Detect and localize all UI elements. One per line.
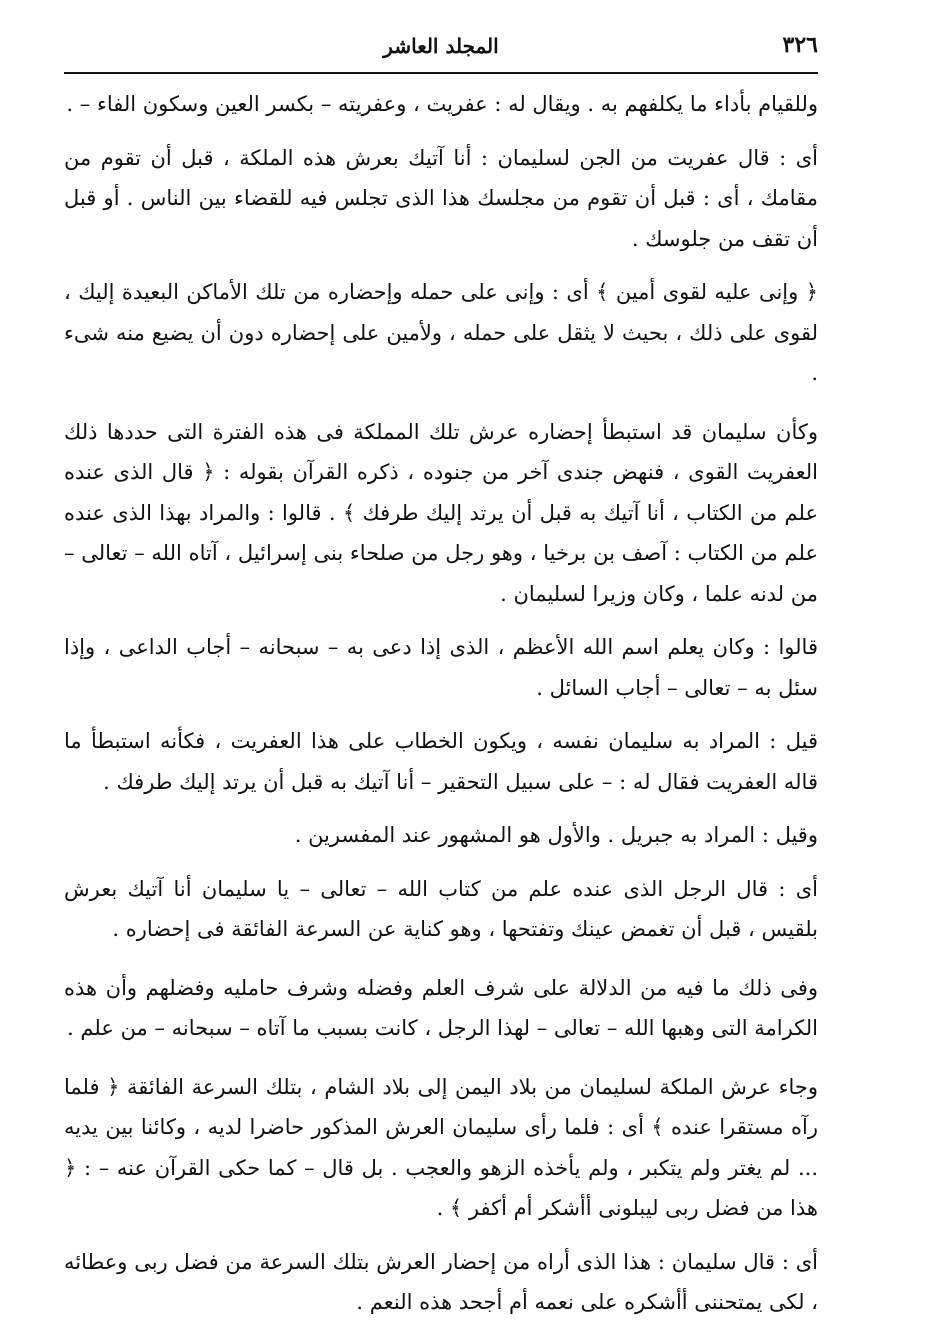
paragraph: وقيل : المراد به جبريل . والأول هو المشهور عند المفسرين .: [294, 823, 818, 847]
page-header: [64, 28, 818, 74]
paragraph: وللقيام بأداء ما يكلفهم به . ويقال له : عفريت ، وعفريته – بكسر العين وسكون الفاء – .: [66, 92, 818, 116]
paragraph: ﴿ وإنى عليه لقوى أمين ﴾ أى : وإنى على حمله وإحضاره من تلك الأماكن البعيدة إليك ، لقوى على ذلك ، بحيث لا يثقل على حمله ، ولأمين على إحضاره دون أن يضيع منه شىء .: [64, 280, 818, 385]
paragraph: قالوا : وكان يعلم اسم الله الأعظم ، الذى إذا دعى به – سبحانه – أجاب الداعى ، وإذا سئل به – تعالى – أجاب السائل .: [64, 635, 818, 700]
paragraph: أى : قال عفريت من الجن لسليمان : أنا آتيك بعرش هذه الملكة ، قبل أن تقوم من مقامك ، أى : قبل أن تقوم من مجلسك هذا الذى تجلس فيه للقضاء بين الناس . أو قبل أن تقف من جلوسك .: [64, 145, 818, 251]
paragraph: أى : قال سليمان : هذا الذى أراه من إحضار العرش بتلك السرعة من فضل ربى وعطائه ، لكى يمتحننى أأشكره على نعمه أم أجحد هذه النعم .: [64, 1249, 818, 1314]
paragraph: قيل : المراد به سليمان نفسه ، ويكون الخطاب على هذا العفريت ، فكأنه استبطأ ما قاله العفريت فقال له : – على سبيل التحقير – أنا آتيك به قبل أن يرتد إليك طرفك .: [64, 729, 818, 794]
paragraph: وجاء عرش الملكة لسليمان من بلاد اليمن إلى بلاد الشام ، بتلك السرعة الفائقة ﴿ فلما رآه مستقرا عنده ﴾ أى : فلما رأى سليمان العرش المذكور حاضرا لديه ، وكائنا بين يديه ... لم يغتر ولم يتكبر ، ولم يأخذه الزهو والعجب . بل قال – كما حكى القرآن عنه – : ﴿ هذا من فضل ربى ليبلونى أأشكر أم أكفر ﴾ .: [64, 1074, 818, 1220]
paragraph: وفى ذلك ما فيه من الدلالة على شرف العلم وفضله وشرف حامليه وفضلهم وأن هذه الكرامة التى وهبها الله – تعالى – لهذا الرجل ، كانت بسبب ما آتاه – سبحانه – من علم .: [64, 975, 818, 1040]
paragraph: وكأن سليمان قد استبطأ إحضاره عرش تلك المملكة فى هذه الفترة التى حددها ذلك العفريت القوى ، فنهض جندى آخر من جنوده ، ذكره القرآن بقوله : ﴿ قال الذى عنده علم من الكتاب ، أنا آتيك به قبل أن يرتد إليك طرفك ﴾ . قالوا : والمراد بهذا الذى عنده علم من الكتاب : آصف بن برخيا ، وهو رجل من صلحاء بنى إسرائيل ، آتاه الله – تعالى – من لدنه علما ، وكان وزيرا لسليمان .: [64, 419, 818, 606]
page-number: ٣٢٦: [782, 32, 818, 58]
paragraph: أى : قال الرجل الذى عنده علم من كتاب الله – تعالى – يا سليمان أنا آتيك بعرش بلقيس ، قبل أن تغمض عينك وتفتحها ، وهو كناية عن السرعة الفائقة فى إحضاره .: [64, 876, 818, 941]
running-title: المجلد العاشر: [383, 34, 499, 58]
page-body: [64, 84, 818, 1336]
